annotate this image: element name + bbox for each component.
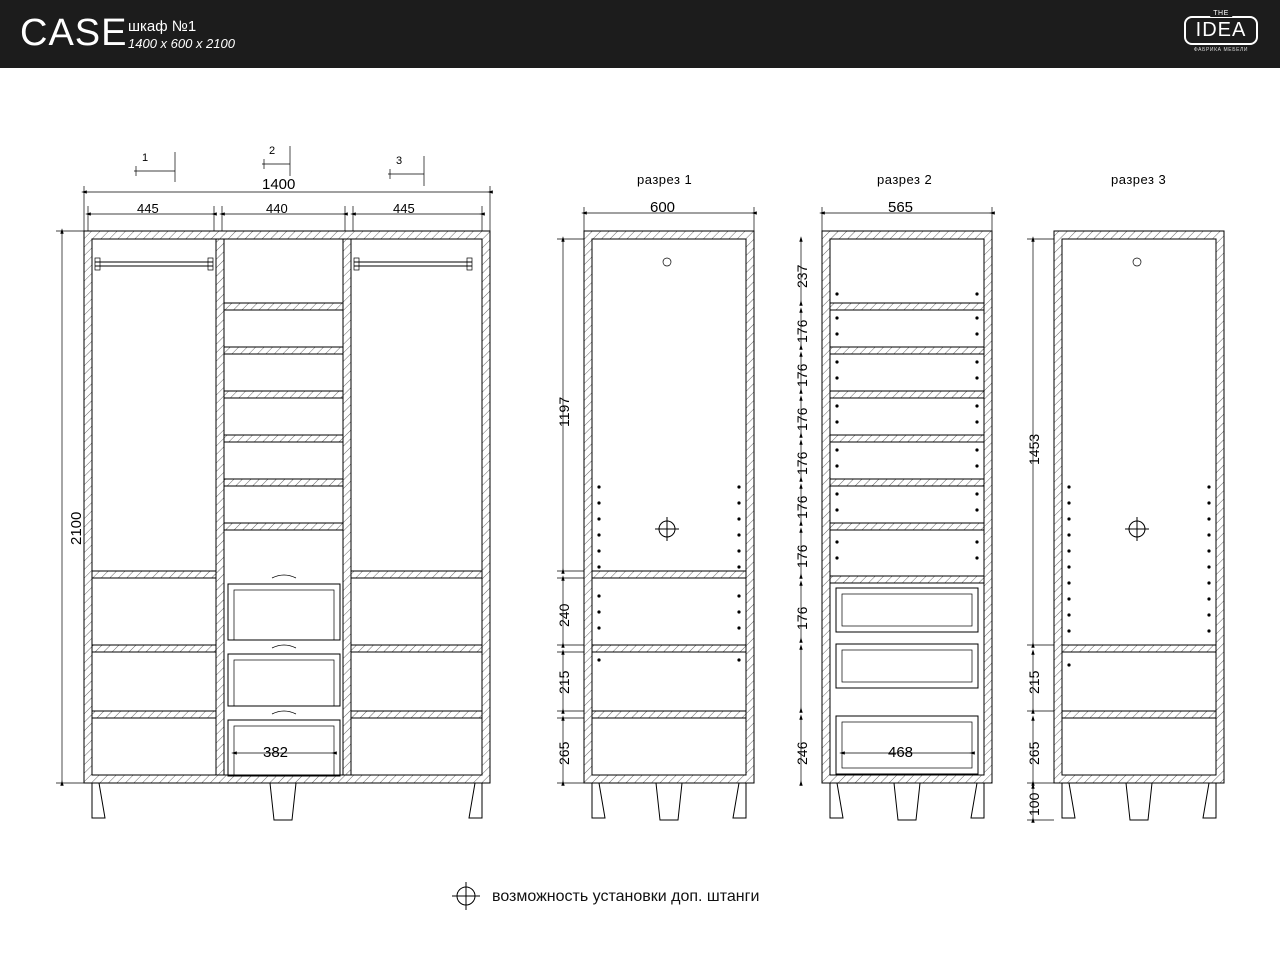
section-3-title: разрез 3	[1111, 172, 1167, 187]
logo-caption: ФАБРИКА МЕБЕЛИ	[1193, 46, 1249, 53]
section-2-dim-176-7: 176	[794, 606, 810, 630]
product-dimensions: 1400 x 600 x 2100	[128, 36, 235, 51]
section-marker-3: 3	[396, 155, 403, 167]
section-3-dim-1453: 1453	[1026, 433, 1042, 465]
legend-crosshair-icon	[452, 882, 480, 910]
section-3-dim-100: 100	[1026, 792, 1042, 816]
section-3-drawing	[1027, 231, 1224, 820]
section-marker-1: 1	[142, 152, 149, 164]
section-2-dim-176-4: 176	[794, 451, 810, 475]
section-1-dim-240: 240	[556, 603, 572, 627]
section-2-drawer-width-label: 468	[888, 744, 914, 761]
section-2-dim-176-2: 176	[794, 363, 810, 387]
section-marker-2: 2	[269, 145, 276, 157]
section-2-width-label: 565	[888, 199, 914, 216]
front-total-height-label: 2100	[68, 511, 85, 545]
section-1-dim-265: 265	[556, 741, 572, 765]
section-1-drawing	[557, 207, 754, 820]
section-1-dim-1197: 1197	[556, 396, 572, 427]
section-2-dim-176-1: 176	[794, 319, 810, 343]
product-name: шкаф №1	[128, 18, 197, 35]
logo-the: THE	[1210, 10, 1232, 17]
front-elevation	[84, 231, 490, 820]
section-2-dim-176-3: 176	[794, 407, 810, 431]
legend-text: возможность установки доп. штанги	[492, 888, 760, 905]
section-1-width-label: 600	[650, 199, 676, 216]
page-title: CASE	[20, 12, 128, 54]
front-total-width-label: 1400	[262, 176, 296, 193]
section-2-dim-176-6: 176	[794, 544, 810, 568]
front-width-3-label: 445	[393, 201, 415, 216]
section-1-title: разрез 1	[637, 172, 693, 187]
section-2-title: разрез 2	[877, 172, 933, 187]
front-width-1-label: 445	[137, 201, 159, 216]
section-2-dim-176-5: 176	[794, 495, 810, 519]
section-2-dim-237: 237	[794, 264, 810, 288]
section-1-dim-215: 215	[556, 670, 572, 694]
logo-name: IDEA	[1184, 16, 1259, 45]
section-2-dim-246: 246	[794, 741, 810, 765]
section-3-dim-215: 215	[1026, 670, 1042, 694]
front-width-2-label: 440	[266, 201, 288, 216]
section-2-drawing	[801, 207, 992, 820]
front-drawer-width-label: 382	[263, 744, 289, 761]
section-3-dim-265: 265	[1026, 741, 1042, 765]
